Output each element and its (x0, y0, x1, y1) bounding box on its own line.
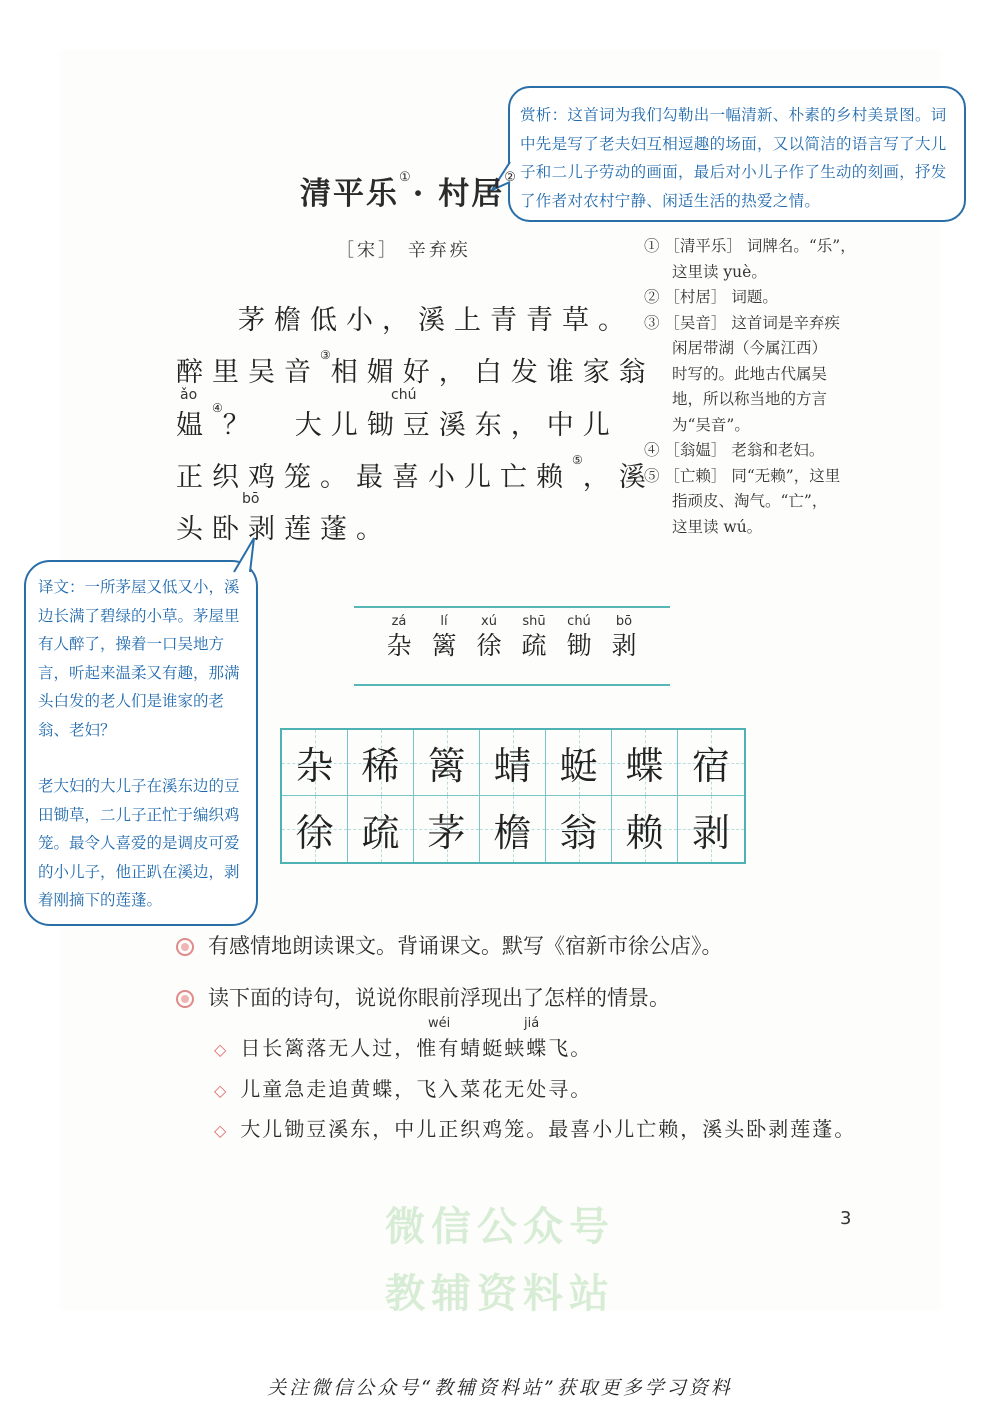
poem-line-3a: 媪 (176, 410, 212, 441)
grid-cell (414, 730, 480, 796)
grid-cell (678, 730, 744, 796)
vocab-item (379, 608, 419, 660)
grid-char: 蜻 (493, 744, 532, 788)
writing-grid (280, 728, 746, 864)
verse-line-1-text: 日长篱落无人过，惟有蜻蜓蛱蝶飞。 (240, 1036, 593, 1060)
grid-cell (612, 796, 678, 862)
vocab-item (514, 608, 554, 660)
grid-char: 翁 (559, 810, 598, 855)
vocab-pinyin: xú (481, 614, 497, 629)
poem-line-2b: 相媚好，白发谁家翁 (330, 357, 655, 388)
poem-line-3 (176, 403, 619, 442)
pinyin-wei: wéi (428, 1016, 451, 1031)
title-note-1: ① (399, 170, 413, 185)
annotations (644, 234, 856, 540)
grid-char: 篱 (427, 744, 466, 788)
diamond-bullet-icon: ◇ (214, 1081, 229, 1100)
grid-char: 蝶 (625, 744, 664, 788)
grid-char: 茅 (427, 810, 466, 855)
poem-line-2 (176, 350, 655, 389)
note-line: 这里读 wú。 (672, 517, 763, 536)
task-1 (176, 930, 723, 960)
note-line: 闲居带湖（今属江西） (672, 339, 828, 357)
grid-cell (414, 796, 480, 862)
grid-char: 檐 (493, 810, 532, 855)
note-line: 时写的。此地古代属吴 (672, 364, 828, 383)
poem-line-3b: ？ 大儿锄豆溪东，中儿 (222, 410, 619, 441)
translation-bubble (24, 560, 258, 926)
grid-cell (546, 730, 612, 796)
grid-char: 徐 (295, 810, 334, 855)
appreciation-text: 赏析：这首词为我们勾勒出一幅清新、朴素的乡村美景图。词中先是写了老夫妇互相逗趣的场面，又以简洁的语言写了大儿子和二儿子劳动的画面，最后对小儿子作了生动的刻画，抒发了作者对农村宁静、闲适生活的热爱之情。 (520, 107, 947, 210)
title-note-2: ② (504, 170, 518, 185)
note-line: ⑤ ［亡赖］ 同“无赖”，这里 (644, 466, 841, 485)
title-separator: · (412, 176, 439, 212)
title-main: 清平乐 (300, 176, 399, 212)
poem-line-2a: 醉里吴音 (176, 357, 320, 388)
footer-note: 关注微信公众号“教辅资料站”获取更多学习资料 (267, 1377, 733, 1399)
note-line: ③ ［吴音］ 这首词是辛弃疾 (644, 313, 840, 332)
note-line: 为“吴音”。 (672, 415, 750, 434)
grid-cell (546, 796, 612, 862)
grid-cell (480, 730, 546, 796)
note-line: ① ［清平乐］ 词牌名。“乐”， (644, 237, 856, 255)
verse-line-2-text: 儿童急走追黄蝶，飞入菜花无处寻。 (240, 1077, 593, 1101)
vocab-pinyin: chú (567, 614, 591, 629)
note-line: 地，所以称当地的方言 (672, 390, 828, 408)
note-line: 这里读 yuè。 (672, 262, 767, 281)
grid-cell (282, 796, 348, 862)
poem-note-3: ③ (320, 348, 331, 362)
poem-author: ［宋］ 辛弃疾 (336, 240, 471, 261)
grid-char: 赖 (625, 810, 664, 855)
poem-title (300, 168, 518, 213)
watermark-line-1: 微信公众号 (385, 1204, 615, 1250)
grid-char: 宿 (691, 744, 730, 788)
vocabulary-box (354, 606, 670, 686)
grid-cell (612, 730, 678, 796)
task-bullet-icon (176, 938, 194, 956)
vocab-item (559, 608, 599, 660)
diamond-bullet-icon: ◇ (214, 1121, 229, 1140)
vocab-pinyin: bō (615, 614, 633, 629)
poem-line-4b: ，溪 (582, 462, 655, 493)
verse-line-3 (214, 1113, 856, 1142)
grid-cell (348, 730, 414, 796)
poem-line-4a: 正织鸡笼。最喜小儿亡赖 (176, 462, 572, 493)
verse-line-1 (214, 1032, 592, 1061)
appreciation-bubble (508, 86, 966, 222)
poem-line-1: 茅檐低小，溪上青青草。 (238, 305, 634, 336)
vocab-item (604, 608, 644, 660)
watermark-line-2: 教辅资料站 (385, 1271, 615, 1317)
grid-char: 疏 (361, 810, 400, 855)
poem-line-5: 头卧剥莲蓬。 (176, 514, 392, 545)
grid-char: 稀 (361, 744, 400, 788)
translation-bubble-tail (228, 536, 258, 576)
pinyin-jia: jiá (524, 1016, 540, 1031)
verse-line-3-text: 大儿锄豆溪东，中儿正织鸡笼。最喜小儿亡赖，溪头卧剥莲蓬。 (240, 1117, 857, 1141)
vocab-item (469, 608, 509, 660)
grid-cell (282, 730, 348, 796)
task-bullet-icon (176, 990, 194, 1008)
pinyin-chu: chú (391, 387, 417, 403)
vocab-char: 锄 (566, 631, 592, 660)
vocab-char: 杂 (386, 631, 412, 660)
vocab-char: 徐 (476, 631, 502, 660)
task-2 (176, 982, 670, 1012)
translation-paragraph-2: 老大妇的大儿子在溪东边的豆田锄草，二儿子正忙于编织鸡笼。最令人喜爱的是调皮可爱的小儿子，他正趴在溪边，剥着刚摘下的莲蓬。 (38, 778, 240, 909)
vocab-char: 剥 (611, 631, 637, 660)
note-line: ② ［村居］ 词题。 (644, 288, 778, 306)
title-sub: 村居 (438, 176, 505, 212)
vocab-pinyin: lí (440, 614, 448, 629)
task-2-text: 读下面的诗句，说说你眼前浮现出了怎样的情景。 (208, 986, 670, 1010)
vocab-pinyin: zá (391, 614, 407, 629)
poem-note-5: ⑤ (572, 453, 583, 467)
verse-line-2 (214, 1073, 592, 1102)
grid-char: 剥 (691, 810, 730, 855)
grid-char: 杂 (295, 744, 334, 788)
page-number: 3 (840, 1208, 852, 1229)
task-1-text: 有感情地朗读课文。背诵课文。默写《宿新市徐公店》。 (208, 934, 723, 958)
pinyin-ao: ǎo (180, 387, 198, 403)
vocab-item (424, 608, 464, 660)
translation-paragraph-1: 译文：一所茅屋又低又小，溪边长满了碧绿的小草。茅屋里有人醉了，操着一口吴地方言，听起来温柔又有趣，那满头白发的老人们是谁家的老翁、老妇？ (38, 579, 240, 739)
pinyin-bo: bō (242, 491, 260, 507)
diamond-bullet-icon: ◇ (214, 1040, 229, 1059)
vocab-pinyin: shū (522, 614, 546, 629)
vocab-char: 疏 (521, 631, 547, 660)
grid-cell (348, 796, 414, 862)
vocab-char: 篱 (431, 631, 457, 660)
note-line: ④ ［翁媪］ 老翁和老妇。 (644, 441, 825, 459)
grid-cell (480, 796, 546, 862)
grid-char: 蜓 (559, 744, 598, 788)
poem-line-4 (176, 455, 655, 494)
poem-note-4: ④ (212, 401, 223, 415)
note-line: 指顽皮、淘气。“亡”， (672, 492, 828, 510)
grid-cell (678, 796, 744, 862)
